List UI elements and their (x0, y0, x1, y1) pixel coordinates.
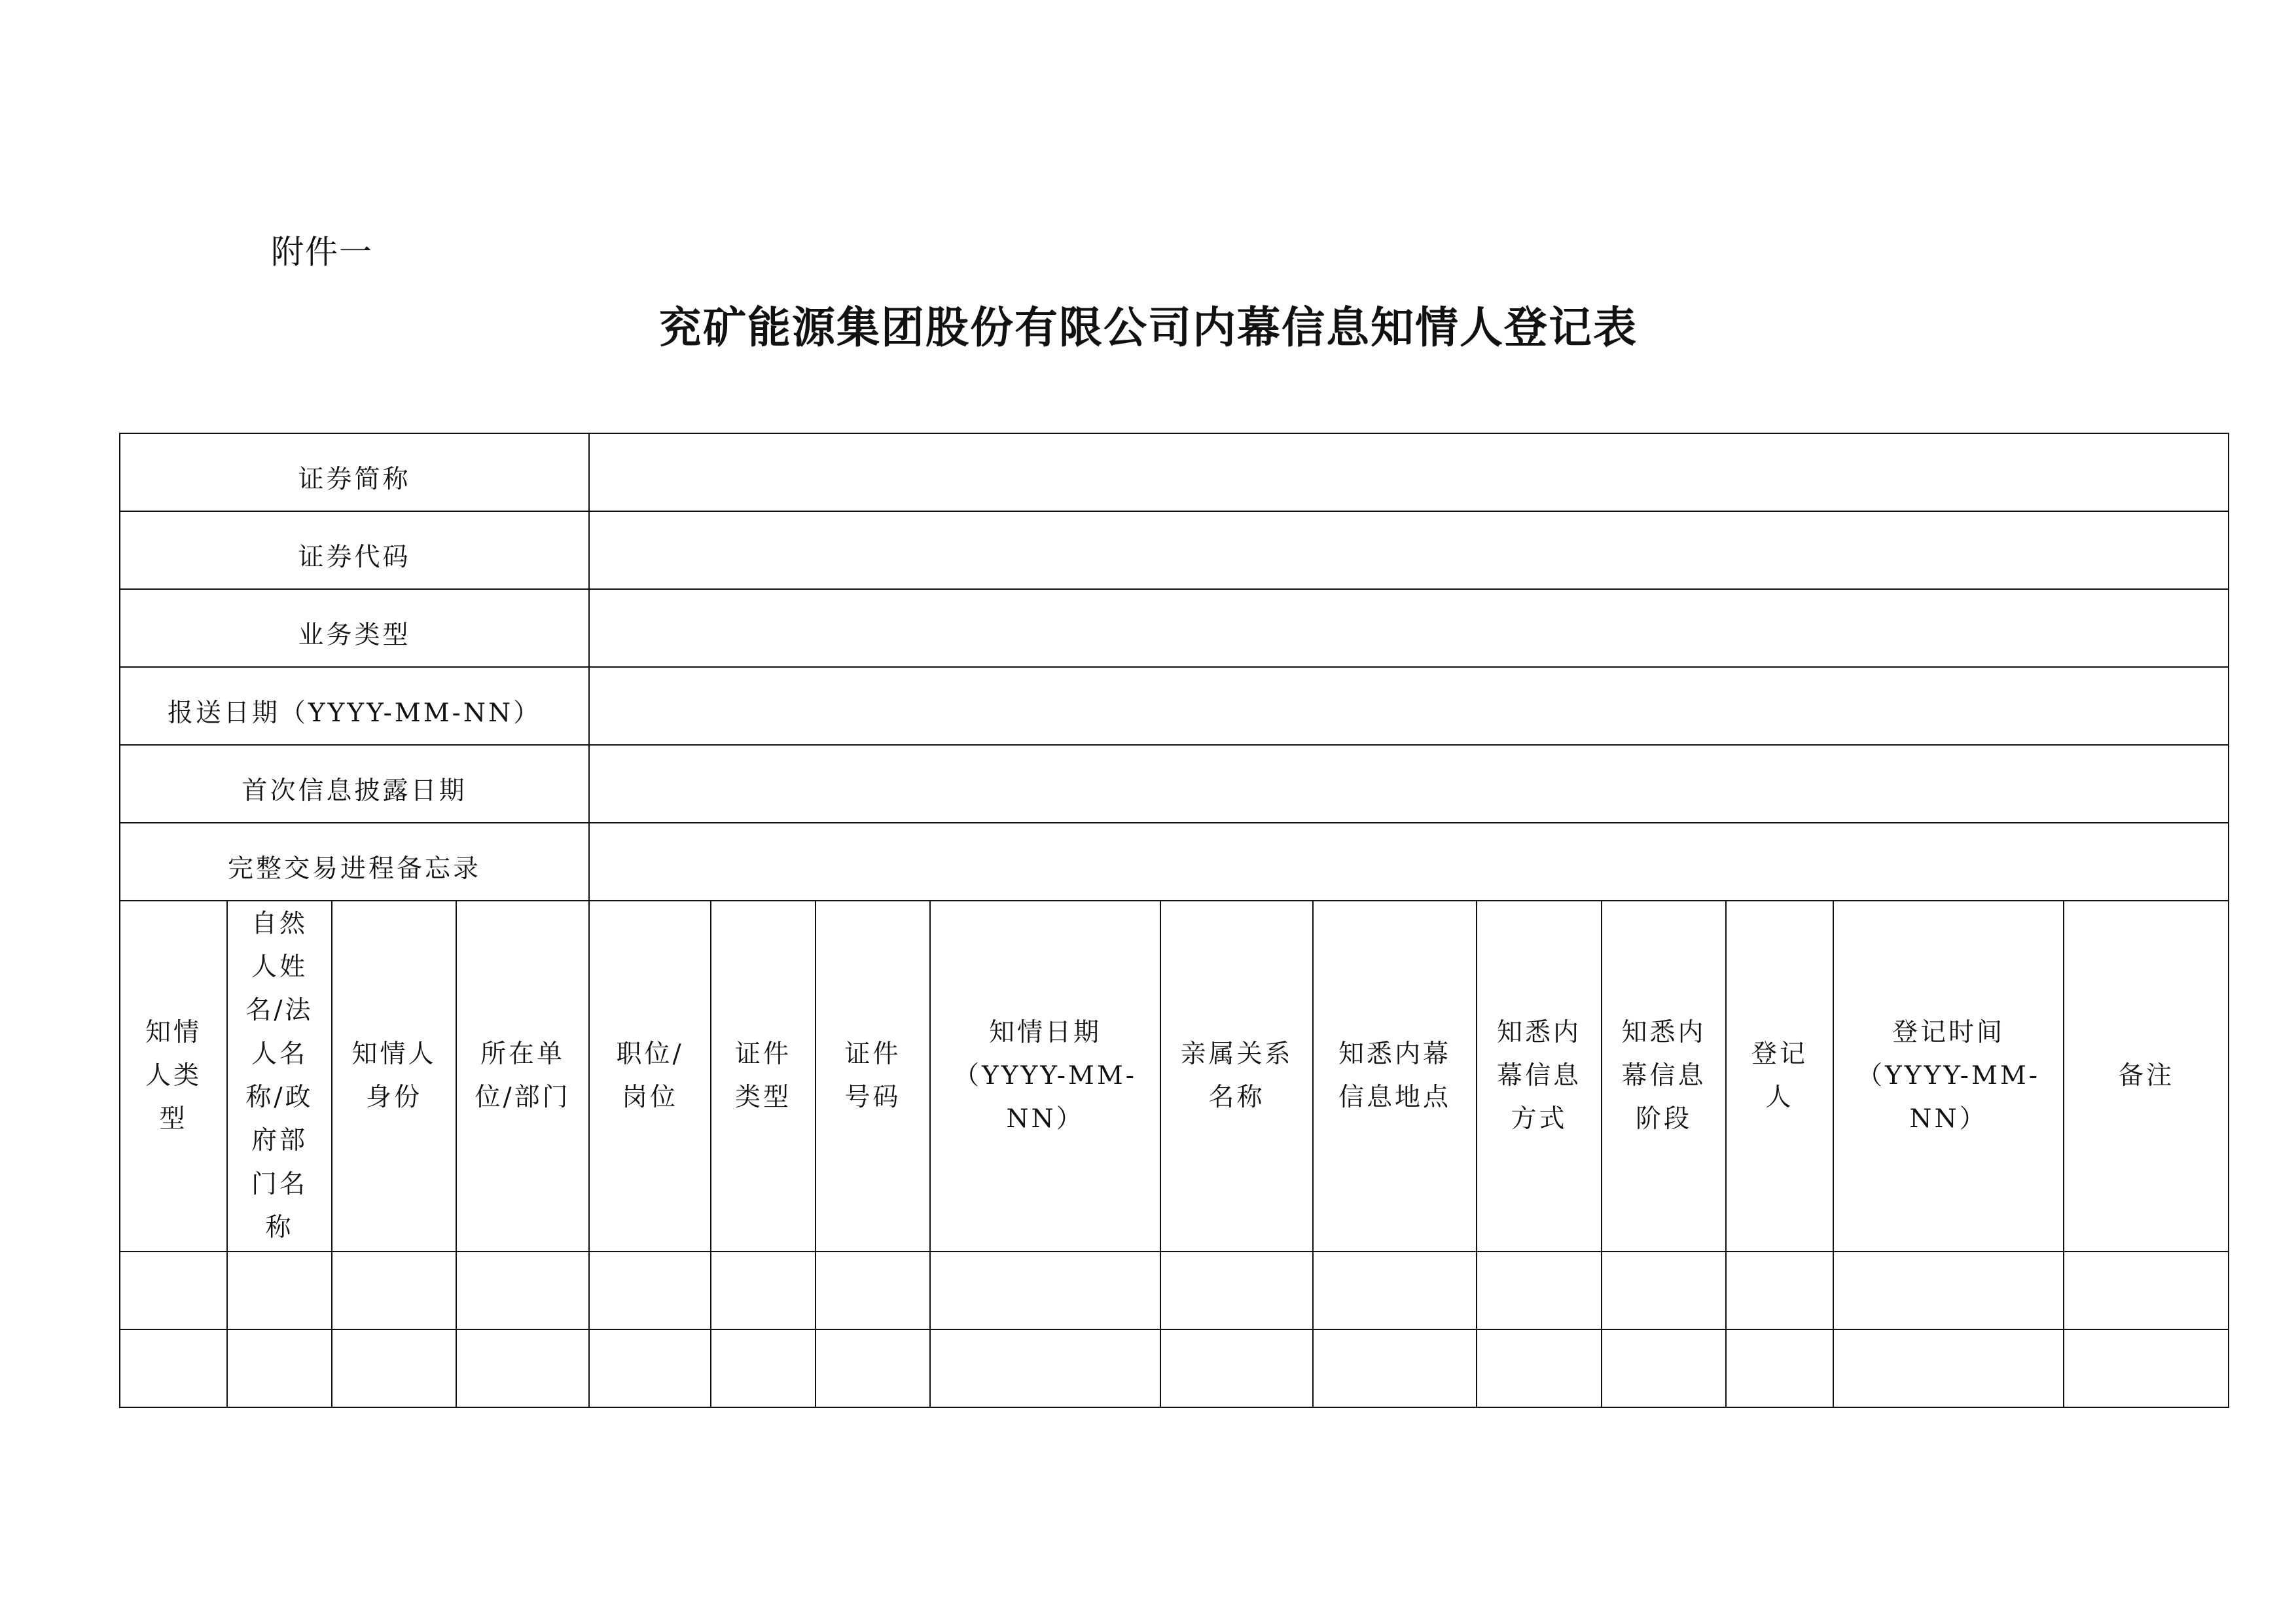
table-cell[interactable] (1477, 1252, 1602, 1329)
column-header (120, 901, 227, 1252)
table-cell[interactable] (711, 1329, 816, 1407)
column-header-text: 知悉内 幕信息 方式 (1497, 1017, 1582, 1134)
table-cell[interactable] (589, 1329, 711, 1407)
column-header (1726, 901, 1833, 1252)
column-header-text: 亲属关系 名称 (1180, 1039, 1293, 1112)
info-row-report-date (120, 667, 2229, 745)
column-header-row (120, 901, 2229, 1252)
table-cell[interactable] (930, 1329, 1160, 1407)
info-value-field[interactable] (589, 745, 2229, 823)
column-header (816, 901, 930, 1252)
column-header (332, 901, 456, 1252)
table-cell[interactable] (1160, 1252, 1313, 1329)
table-cell[interactable] (1160, 1329, 1313, 1407)
table-cell[interactable] (1726, 1329, 1833, 1407)
column-header-text: 所在单 位/部门 (475, 1039, 571, 1112)
info-row-business-type (120, 589, 2229, 667)
column-header-text: 知情 人类 型 (145, 1017, 202, 1134)
info-value-field[interactable] (589, 667, 2229, 745)
info-label: 业务类型 (120, 589, 589, 667)
table-cell[interactable] (1833, 1329, 2064, 1407)
column-header (456, 901, 589, 1252)
column-header (589, 901, 711, 1252)
info-value-field[interactable] (589, 589, 2229, 667)
table-row (120, 1329, 2229, 1407)
table-cell[interactable] (332, 1252, 456, 1329)
column-header-text: 知情日期 （YYYY-MM-NN） (954, 1017, 1137, 1134)
info-label: 首次信息披露日期 (120, 745, 589, 823)
info-value-field[interactable] (589, 823, 2229, 901)
table-cell[interactable] (227, 1329, 332, 1407)
column-header (711, 901, 816, 1252)
column-header-text: 知情人 身份 (351, 1039, 437, 1112)
column-header-text: 备注 (2118, 1060, 2175, 1091)
column-header (227, 901, 332, 1252)
table-cell[interactable] (1313, 1252, 1477, 1329)
info-row-transaction-memo (120, 823, 2229, 901)
column-header (930, 901, 1160, 1252)
column-header (1602, 901, 1726, 1252)
column-header-text: 自然 人姓 名/法 人名 称/政 府部 门名 称 (245, 909, 314, 1242)
table-cell[interactable] (227, 1252, 332, 1329)
table-cell[interactable] (1602, 1329, 1726, 1407)
info-label: 完整交易进程备忘录 (120, 823, 589, 901)
column-header-text: 证件 号码 (844, 1039, 901, 1112)
column-header-text: 登记时间 （YYYY-MM-NN） (1857, 1017, 2040, 1134)
info-label: 报送日期（YYYY-MM-NN） (120, 667, 589, 745)
table-cell[interactable] (1477, 1329, 1602, 1407)
table-cell[interactable] (711, 1252, 816, 1329)
table-cell[interactable] (816, 1252, 930, 1329)
column-header (1160, 901, 1313, 1252)
table-cell[interactable] (2064, 1252, 2229, 1329)
table-cell[interactable] (816, 1329, 930, 1407)
column-header-text: 知悉内 幕信息 阶段 (1621, 1017, 1706, 1134)
table-cell[interactable] (589, 1252, 711, 1329)
table-cell[interactable] (332, 1329, 456, 1407)
table-cell[interactable] (1602, 1252, 1726, 1329)
column-header (1833, 901, 2064, 1252)
info-row-security-code (120, 511, 2229, 589)
table-cell[interactable] (2064, 1329, 2229, 1407)
table-cell[interactable] (1833, 1252, 2064, 1329)
info-value-field[interactable] (589, 433, 2229, 511)
info-row-first-disclosure-date (120, 745, 2229, 823)
registration-table (119, 433, 2229, 1408)
column-header-text: 知悉内幕 信息地点 (1338, 1039, 1452, 1112)
column-header-text: 登记 人 (1751, 1039, 1808, 1112)
column-header (1313, 901, 1477, 1252)
table-cell[interactable] (456, 1329, 589, 1407)
column-header (2064, 901, 2229, 1252)
info-value-field[interactable] (589, 511, 2229, 589)
attachment-label: 附件一 (271, 233, 373, 271)
info-label: 证券简称 (120, 433, 589, 511)
table-cell[interactable] (930, 1252, 1160, 1329)
table-cell[interactable] (120, 1252, 227, 1329)
table-cell[interactable] (1726, 1252, 1833, 1329)
info-label: 证券代码 (120, 511, 589, 589)
info-row-security-name (120, 433, 2229, 511)
document-title: 兖矿能源集团股份有限公司内幕信息知情人登记表 (658, 302, 1638, 353)
column-header-text: 证件 类型 (735, 1039, 792, 1112)
table-row (120, 1252, 2229, 1329)
table-cell[interactable] (456, 1252, 589, 1329)
table-cell[interactable] (120, 1329, 227, 1407)
column-header (1477, 901, 1602, 1252)
column-header-text: 职位/ 岗位 (616, 1039, 684, 1112)
table-cell[interactable] (1313, 1329, 1477, 1407)
